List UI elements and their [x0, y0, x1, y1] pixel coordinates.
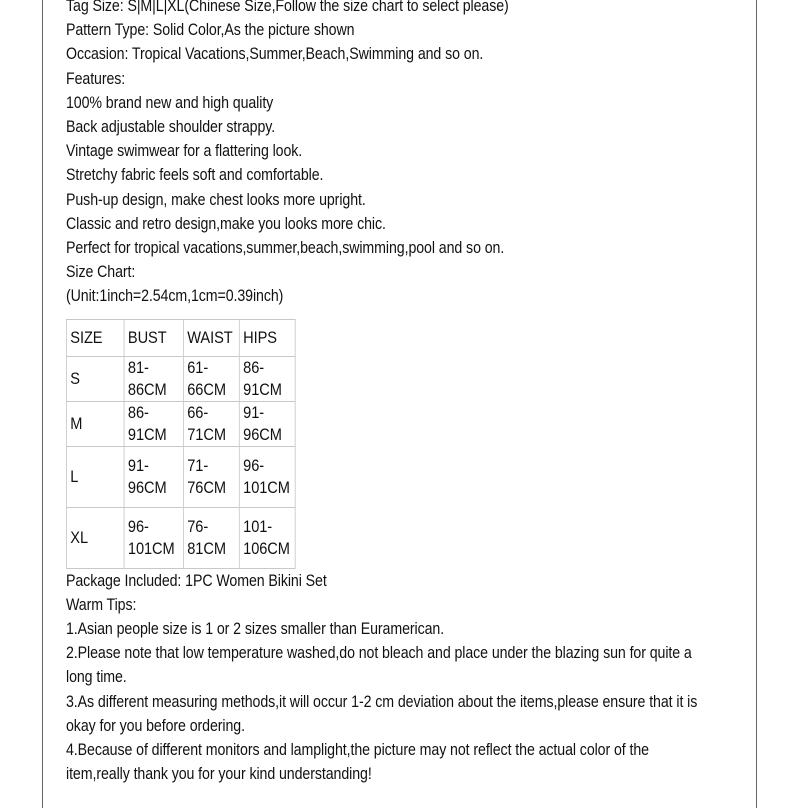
table-cell: 91-96CM — [239, 401, 295, 446]
feature-item: 100% brand new and high quality — [66, 93, 274, 112]
table-cell: S — [66, 356, 124, 401]
table-cell: 96-101CM — [124, 507, 183, 568]
table-cell: M — [66, 401, 124, 446]
table-cell: 101-106CM — [239, 507, 295, 568]
tag-size-line: Tag Size: S|M|L|XL(Chinese Size,Follow the size chart to select please) — [66, 0, 509, 15]
features-heading: Features: — [66, 69, 126, 88]
table-cell: 71-76CM — [183, 446, 239, 507]
tip-item: 2.Please note that low temperature washed,do not bleach and place under the blazing sun for quite a long time. — [66, 644, 692, 687]
product-description — [66, 0, 698, 786]
table-cell: XL — [66, 507, 124, 568]
tip-item: 1.Asian people size is 1 or 2 sizes smaller than Euramerican. — [66, 620, 445, 639]
table-row — [66, 446, 295, 507]
table-cell: 76-81CM — [183, 507, 239, 568]
table-cell: 91-96CM — [124, 446, 183, 507]
table-header-row — [66, 319, 295, 356]
feature-item: Push-up design, make chest looks more upright. — [66, 190, 366, 209]
feature-item: Classic and retro design,make you looks more chic. — [66, 214, 386, 233]
feature-item: Perfect for tropical vacations,summer,beach,swimming,pool and so on. — [66, 239, 505, 258]
table-row — [66, 507, 295, 568]
table-header-cell: WAIST — [183, 319, 239, 356]
feature-item: Stretchy fabric feels soft and comfortable. — [66, 166, 324, 185]
size-chart-heading: Size Chart: — [66, 263, 136, 282]
table-cell: 81-86CM — [124, 356, 183, 401]
feature-item: Back adjustable shoulder strappy. — [66, 118, 276, 137]
warm-tips-heading: Warm Tips: — [66, 595, 137, 614]
size-chart-table — [66, 319, 296, 569]
table-header-cell: HIPS — [239, 319, 295, 356]
table-cell: 66-71CM — [183, 401, 239, 446]
tip-item: 3.As different measuring methods,it will occur 1-2 cm deviation about the items,please ensure that it is okay for you before ordering. — [66, 692, 698, 735]
tip-item: 4.Because of different monitors and lamplight,the picture may not reflect the actual color of the item,really thank you for your kind understanding! — [66, 741, 649, 784]
table-cell: 96-101CM — [239, 446, 295, 507]
table-cell: 86-91CM — [124, 401, 183, 446]
table-row — [66, 401, 295, 446]
table-cell: 61-66CM — [183, 356, 239, 401]
table-cell: 86-91CM — [239, 356, 295, 401]
table-header-cell: BUST — [124, 319, 183, 356]
unit-note: (Unit:1inch=2.54cm,1cm=0.39inch) — [66, 287, 284, 306]
feature-item: Vintage swimwear for a flattering look. — [66, 142, 303, 161]
table-row — [66, 356, 295, 401]
occasion-line: Occasion: Tropical Vacations,Summer,Beach,Swimming and so on. — [66, 45, 484, 64]
package-included-line: Package Included: 1PC Women Bikini Set — [66, 571, 327, 590]
table-header-cell: SIZE — [66, 319, 124, 356]
pattern-type-line: Pattern Type: Solid Color,As the picture shown — [66, 21, 355, 40]
table-cell: L — [66, 446, 124, 507]
